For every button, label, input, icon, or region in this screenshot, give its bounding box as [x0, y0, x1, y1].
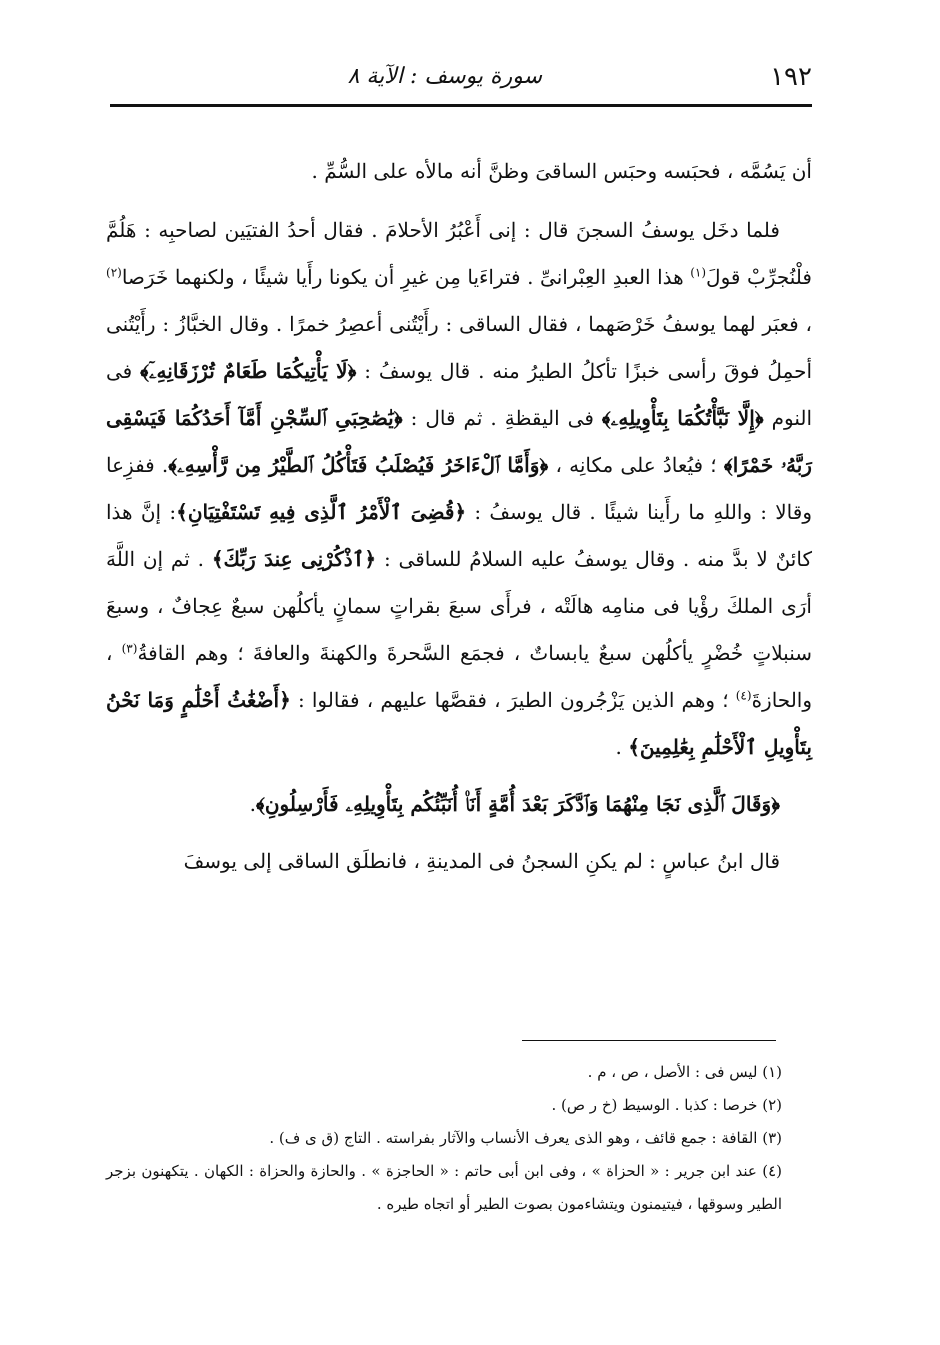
footnotes	[106, 1056, 782, 1221]
paragraph-text: هذا العبدِ العِبْرانىِّ . فتراءَيا مِن غيرِ أن يكونا رأَيا شيئًا ، ولكنهما خَرَصا	[121, 265, 691, 289]
paragraph-text: فى اليقظةِ . ثم قال :	[402, 406, 602, 430]
footnote-4: (٤) عند ابن جرير : « الحزاة » ، وفى ابن أبى حاتم : « الحاجزة » . والحازة والحزاة : الكهان . يتكهنون بزجر الطير وسوقها ، فيتيمنون ويتشاءمون بصوت الطير أو اتجاه طيره .	[106, 1162, 782, 1213]
paragraph-text: ؛ فيُعادُ على مكانِه ،	[548, 453, 724, 477]
paragraph-text: ، فعبَر لهما يوسفُ خَرْصَهما ، فقال الساقى : رأَيْتُنى أعصِرُ خمرًا . وقال الخبَّازُ : رأَيْتُنى أحمِلُ فوقَ رأسى خبزًا تأكلُ الطيرُ منه . قال يوسفُ :	[106, 312, 813, 383]
header-title: سورة يوسف : الآية ٨	[347, 64, 542, 89]
quran-quote: ﴿يَٰصَٰحِبَىِ ٱلسِّجْنِ أَمَّآ أَحَدُكُمَا فَيَسْقِى رَبَّهُۥ خَمْرًا﴾	[106, 406, 812, 477]
quran-quote: ﴿لَا يَأْتِيكُمَا طَعَامٌ تُرْزَقَانِهِۦٓ﴾	[140, 359, 357, 383]
header-rule	[110, 104, 812, 107]
footnote-3: (٣) القافة : جمع قائف ، وهو الذى يعرف الأنساب والآثار بفراسته . التاج (ق ى ف) .	[269, 1129, 782, 1147]
footnote-marker-1[interactable]: (١)	[690, 265, 707, 280]
paragraph-1	[106, 148, 812, 195]
paragraph-2	[106, 207, 812, 771]
main-text	[106, 148, 812, 885]
paragraph-text: .	[615, 735, 629, 759]
paragraph-text: ؛ وهم الذين يَزْجُرون الطيرَ ، فقصَّها عليهم ، فقالوا :	[290, 688, 736, 712]
running-header	[112, 58, 812, 98]
paragraph-text: أن يَسُمَّه ، فحبَسه وحبَس الساقىَ وظنَّ أنه مالأه على السُّمِّ .	[311, 159, 812, 183]
paragraph-text: . ففزِعا وقالا : واللهِ ما رأَينا شيئًا . قال يوسفُ :	[106, 453, 812, 524]
footnote-rule	[522, 1040, 776, 1041]
paragraph-text: : إنَّ هذا كائنٌ لا بدَّ منه . وقال يوسفُ عليه السلامُ للساقى :	[106, 500, 812, 571]
paragraph-3	[106, 781, 812, 828]
quran-quote: ﴿إِلَّا نَبَّأْتُكُمَا بِتَأْوِيلِهِۦ﴾	[601, 406, 764, 430]
paragraph-text: فى النوم	[106, 359, 813, 430]
paragraph-text: . ثم إن اللَّهَ أرَى الملكَ رؤْيا فى منامِه هالَتْه ، فرأَى سبعَ بقراتٍ سمانٍ يأكلُهن سبعٌ عِجافٌ ، وسبعَ سنبلاتٍ خُضْرٍ يأكلُهن سبعٌ يابساتٌ ، فجمَع السَّحرةَ والكهنةَ والعافةَ ؛ وهم القافةُ	[106, 547, 812, 665]
paragraph-text: ، والحازةَ	[106, 641, 813, 712]
footnote-1: (١) ليس فى : الأصل ، ص ، م .	[587, 1063, 782, 1081]
quran-quote: ﴿ٱذْكُرْنِى عِندَ رَبِّكَ﴾	[211, 547, 377, 571]
paragraph-text: قال ابنُ عباسٍ : لم يكنِ السجنُ فى المدينةِ ، فانطلَق الساقى إلى يوسفَ	[183, 849, 780, 873]
footnote-marker-4[interactable]: (٤)	[735, 688, 752, 703]
quran-quote: ﴿أَضْغَٰثُ أَحْلَٰمٍ وَمَا نَحْنُ بِتَأْوِيلِ ٱلْأَحْلَٰمِ بِعَٰلِمِينَ﴾	[106, 688, 812, 759]
paragraph-4	[106, 838, 812, 885]
quran-quote: ﴿وَأَمَّا ٱلْءَاخَرُ فَيُصْلَبُ فَتَأْكُلُ ٱلطَّيْرُ مِن رَّأْسِهِۦ﴾	[168, 453, 549, 477]
footnote-marker-3[interactable]: (٣)	[121, 641, 138, 656]
page-number: ١٩٢	[770, 62, 812, 92]
paragraph-text: .	[249, 792, 256, 816]
footnote-marker-2[interactable]: (٢)	[106, 265, 122, 280]
paragraph-text: فلما دخَل يوسفُ السجنَ قال : إنى أَعْبُرُ الأحلامَ . فقال أحدُ الفتيَين لصاحبِه : هَلُمَّ فلْنُجرِّبْ قولَ	[106, 218, 812, 289]
footnote-2: (٢) خرصا : كذبا . الوسيط (خ ر ص) .	[551, 1096, 782, 1114]
quran-quote: ﴿قُضِىَ ٱلْأَمْرُ ٱلَّذِى فِيهِ تَسْتَفْتِيَانِ﴾	[176, 500, 467, 524]
quran-quote: ﴿وَقَالَ ٱلَّذِى نَجَا مِنْهُمَا وَٱدَّكَرَ بَعْدَ أُمَّةٍ أَنَا۠ أُنَبِّئُكُم بِتَأْوِيلِهِۦ فَأَرْسِلُونِ﴾	[255, 792, 780, 816]
